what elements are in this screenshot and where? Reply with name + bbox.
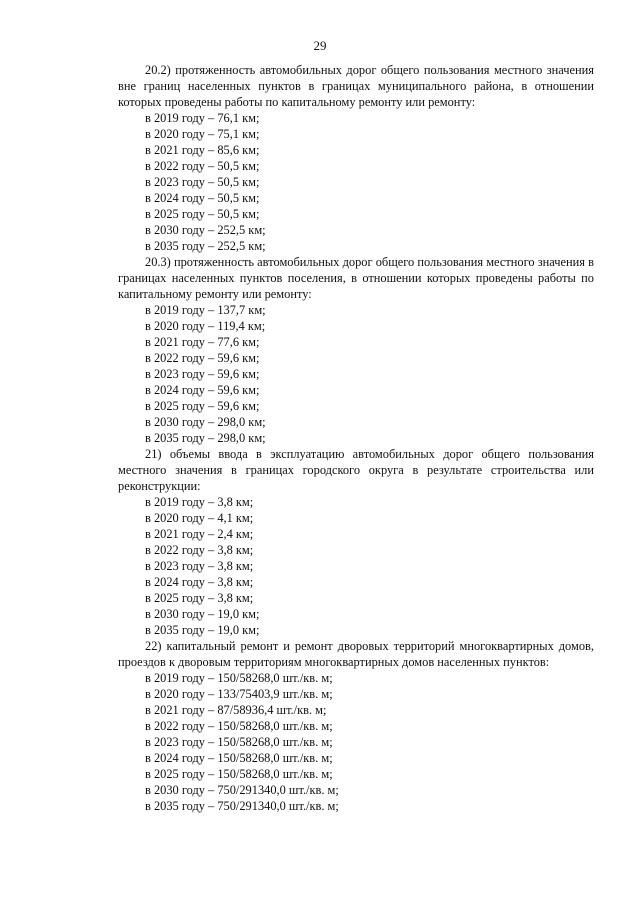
- list-item: в 2023 году – 3,8 км;: [145, 559, 254, 573]
- section-heading: 20.2) протяженность автомобильных дорог общего пользования местного значения вне границ населенных пунктов в границах муниципального района, в отношении которых проведены работы по капитальному ремонту или ремонту:: [118, 63, 594, 109]
- list-item: в 2030 году – 252,5 км;: [145, 223, 266, 237]
- year-value-list: [118, 670, 594, 814]
- list-item: в 2021 году – 85,6 км;: [145, 143, 260, 157]
- list-item: в 2035 году – 252,5 км;: [145, 239, 266, 253]
- list-item: в 2025 году – 59,6 км;: [145, 399, 260, 413]
- list-item: в 2021 году – 2,4 км;: [145, 527, 254, 541]
- list-item: в 2025 году – 50,5 км;: [145, 207, 260, 221]
- list-item: в 2030 году – 750/291340,0 шт./кв. м;: [145, 783, 339, 797]
- list-item: в 2023 году – 59,6 км;: [145, 367, 260, 381]
- document-body: [118, 62, 594, 814]
- list-item: в 2030 году – 19,0 км;: [145, 607, 260, 621]
- list-item: в 2021 году – 87/58936,4 шт./кв. м;: [145, 703, 327, 717]
- section-heading: 20.3) протяженность автомобильных дорог общего пользования местного значения в границах населенных пунктов поселения, в отношении которых проведены работы по капитальному ремонту или ремонту:: [118, 255, 594, 301]
- section-20-2: [118, 62, 594, 254]
- list-item: в 2022 году – 150/58268,0 шт./кв. м;: [145, 719, 333, 733]
- list-item: в 2022 году – 3,8 км;: [145, 543, 254, 557]
- list-item: в 2023 году – 50,5 км;: [145, 175, 260, 189]
- year-value-list: [118, 302, 594, 446]
- list-item: в 2035 году – 19,0 км;: [145, 623, 260, 637]
- year-value-list: [118, 494, 594, 638]
- list-item: в 2024 году – 150/58268,0 шт./кв. м;: [145, 751, 333, 765]
- section-22: [118, 638, 594, 814]
- list-item: в 2020 году – 133/75403,9 шт./кв. м;: [145, 687, 333, 701]
- list-item: в 2023 году – 150/58268,0 шт./кв. м;: [145, 735, 333, 749]
- list-item: в 2019 году – 137,7 км;: [145, 303, 266, 317]
- list-item: в 2024 году – 59,6 км;: [145, 383, 260, 397]
- list-item: в 2020 году – 119,4 км;: [145, 319, 266, 333]
- section-heading: 22) капитальный ремонт и ремонт дворовых территорий многоквартирных домов, проездов к дворовым территориям многоквартирных домов населенных пунктов:: [118, 639, 594, 669]
- section-21: [118, 446, 594, 638]
- list-item: в 2019 году – 3,8 км;: [145, 495, 254, 509]
- page-number: 29: [313, 38, 327, 53]
- list-item: в 2020 году – 75,1 км;: [145, 127, 260, 141]
- year-value-list: [118, 110, 594, 254]
- list-item: в 2019 году – 150/58268,0 шт./кв. м;: [145, 671, 333, 685]
- list-item: в 2021 году – 77,6 км;: [145, 335, 260, 349]
- section-heading: 21) объемы ввода в эксплуатацию автомобильных дорог общего пользования местного значения в границах городского округа в результате строительства или реконструкции:: [118, 447, 594, 493]
- list-item: в 2025 году – 150/58268,0 шт./кв. м;: [145, 767, 333, 781]
- list-item: в 2024 году – 3,8 км;: [145, 575, 254, 589]
- list-item: в 2020 году – 4,1 км;: [145, 511, 254, 525]
- list-item: в 2035 году – 750/291340,0 шт./кв. м;: [145, 799, 339, 813]
- list-item: в 2035 году – 298,0 км;: [145, 431, 266, 445]
- list-item: в 2022 году – 50,5 км;: [145, 159, 260, 173]
- list-item: в 2025 году – 3,8 км;: [145, 591, 254, 605]
- section-20-3: [118, 254, 594, 446]
- list-item: в 2030 году – 298,0 км;: [145, 415, 266, 429]
- list-item: в 2024 году – 50,5 км;: [145, 191, 260, 205]
- list-item: в 2019 году – 76,1 км;: [145, 111, 260, 125]
- list-item: в 2022 году – 59,6 км;: [145, 351, 260, 365]
